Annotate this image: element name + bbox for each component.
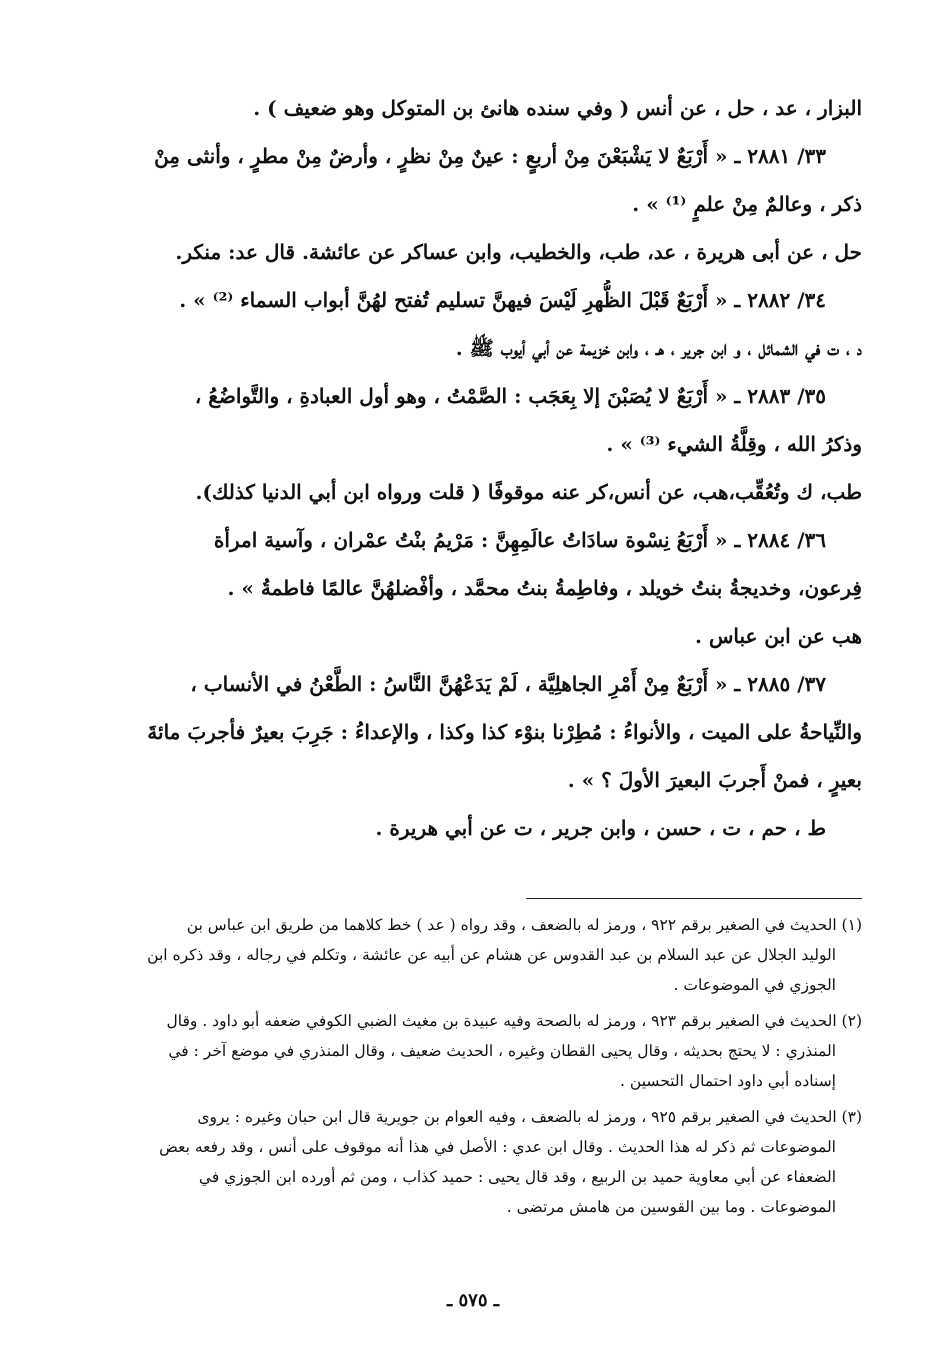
source-line: طب، ك وتُعُقِّب،هب، عن أنس،كر عنه موقوفًا ( قلت ورواه ابن أبي الدنيا كذلك).: [195, 480, 862, 504]
page-number: ـ ٥٧٥ ـ: [446, 1290, 500, 1311]
hadith-line: ٣٥/ ٢٨٨٣ ـ « أَرْبَعٌ لا يُصَبْنَ إلا بِعَجَب : الصَّمْتُ ، وهو أول العبادةِ ، والتَّواضُعُ ،: [194, 384, 826, 408]
text-line: وذكرُ الله ، وقِلَّةُ الشيء ⁽³⁾ » .: [606, 432, 862, 456]
source-line: ط ، حم ، ت ، حسن ، وابن جرير ، ت عن أبي هريرة .: [375, 816, 826, 840]
hadith-line: ٣٣/ ٢٨٨١ ـ « أَرْبَعٌ لا يَشْبَعْنَ مِنْ أربعٍ : عينٌ مِنْ نظرٍ ، وأرضٌ مِنْ مطرٍ ، وأنثى مِنْ: [154, 144, 826, 168]
footnote-line: (٣) الحديث في الصغير برقم ٩٢٥ ، ورمز له بالضعف ، وفيه العوام بن جويرية قال ابن حبان وغيره : يروى: [197, 1108, 862, 1126]
footnote-3: [92, 1102, 862, 1222]
footnote-line: الجوزي في الموضوعات .: [673, 976, 836, 994]
text-line: ذكر ، وعالمٌ مِنْ علمٍ ⁽¹⁾ » .: [632, 192, 862, 216]
source-line: د ، ت في الشمائل ، و ابن جرير ، هـ ، وابن خزيمة عن أبي أيوب ﷺ .: [455, 336, 862, 360]
footnote-line: (١) الحديث في الصغير برقم ٩٢٢ ، ورمز له بالضعف ، وقد رواه ( عد ) خط كلاهما من طريق ابن عباس بن: [186, 916, 862, 934]
footnote-line: الوليد الجلال عن عبد السلام بن عبد القدوس عن هشام عن أبيه عن عائشة ، وتكلم في رجاله ، وقد ذكره ابن: [147, 946, 836, 964]
text-line: والنِّياحةُ على الميت ، والأنواءُ : مُطِرْنا بنوْء كذا وكذا ، والإعداءُ : جَرِبَ بعيرٌ فأجربَ مائةَ: [147, 720, 862, 744]
text-line: البزار ، عد ، حل ، عن أنس ( وفي سنده هانئ بن المتوكل وهو ضعيف ) .: [253, 96, 862, 120]
footnote-line: الموضوعات . وما بين القوسين من هامش مرتضى .: [506, 1198, 836, 1216]
footnote-line: (٢) الحديث في الصغير برقم ٩٢٣ ، ورمز له بالصحة وفيه عبيدة بن مغيث الضبي الكوفي ضعفه أبو داود . وقال: [166, 1012, 862, 1030]
text-line: بعيرٍ ، فمنْ أَجربَ البعيرَ الأولَ ؟ » .: [567, 768, 862, 792]
footnote-line: الموضوعات ثم ذكر له هذا الحديث . وقال ابن عدي : الأصل في هذا أنه موقوف على أنس ، وقد رفعه بعض: [159, 1138, 836, 1156]
hadith-line: ٣٧/ ٢٨٨٥ ـ « أَرْبَعٌ مِنْ أَمْرِ الجاهلِيَّة ، لَمْ يَدَعْهُنَّ النَّاسُ : الطَّعْنُ في الأنساب ،: [190, 672, 826, 696]
footnote-2: [92, 1006, 862, 1096]
footnote-line: المنذري : لا يحتج بحديثه ، وقال يحيى القطان وغيره ، الحديث ضعيف ، وقال المنذري في موضع آخر : في: [168, 1042, 836, 1060]
footnote-separator: [526, 898, 862, 899]
footnote-1: [92, 910, 862, 1000]
footnotes: [92, 910, 862, 1228]
text-line: فِرعون، وخديجةُ بنتُ خويلد ، وفاطِمةُ بنتُ محمَّد ، وأفْضلهُنَّ عالمًا فاطمةُ » .: [227, 576, 862, 600]
footnote-line: الضعفاء عن أبي معاوية حميد بن الربيع ، وقد قال يحيى : حميد كذاب ، ومن ثم أورده ابن الجوزي في: [198, 1168, 836, 1186]
footnote-line: إسناده أبي داود احتمال التحسين .: [620, 1072, 836, 1090]
hadith-line: ٣٦/ ٢٨٨٤ ـ « أَرْبَعُ نِسْوة سادَاتُ عالَمِهِنَّ : مَرْيمُ بنْتُ عمْران ، وآسية امرأة: [213, 528, 826, 552]
source-line: حل ، عن أبى هريرة ، عد، طب، والخطيب، وابن عساكر عن عائشة. قال عد: منكر.: [175, 240, 862, 264]
hadith-line: ٣٤/ ٢٨٨٢ ـ « أَرْبَعٌ قَبْلَ الظُّهرِ لَيْسَ فيهنَّ تسليم تُفتح لهُنَّ أبواب السماء ⁽²⁾ » .: [179, 288, 826, 312]
main-text: [92, 88, 862, 856]
source-line: هب عن ابن عباس .: [695, 624, 862, 648]
